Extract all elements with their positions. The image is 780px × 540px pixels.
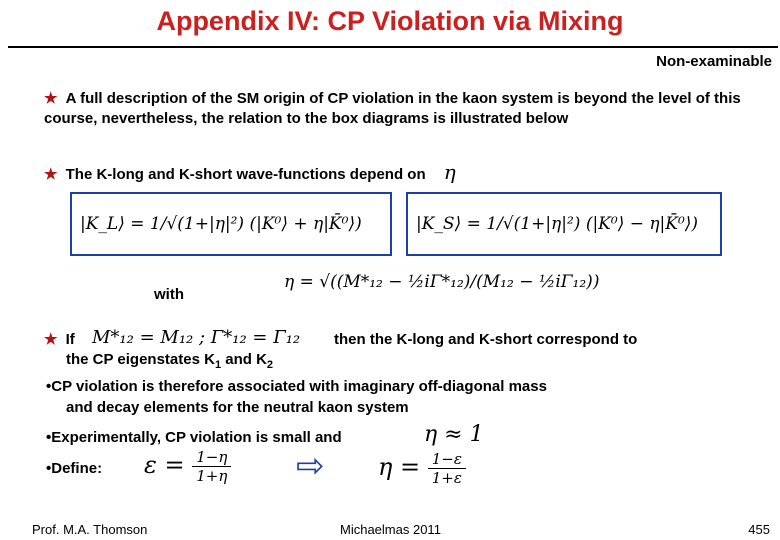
eta-denominator: 1+ε <box>428 468 466 487</box>
k1-subscript: 1 <box>214 359 222 371</box>
star-bullet-icon: ★ <box>44 331 58 348</box>
ks-equation-box <box>406 192 722 256</box>
cp-eigen-text: the CP eigenstates K <box>66 351 215 368</box>
star-bullet-icon: ★ <box>44 90 58 107</box>
cp-violation-line-1: •CP violation is therefore associated with imaginary off-diagonal mass <box>46 378 547 395</box>
if-label: If <box>65 331 75 348</box>
k2-subscript: 2 <box>266 359 274 371</box>
epsilon-numerator: 1−η <box>196 448 228 466</box>
eta-symbol: η <box>443 160 456 184</box>
cp-violation-line-2: and decay elements for the neutral kaon system <box>66 399 409 416</box>
bullet-1-text: A full description of the SM origin of CP violation in the kaon system is beyond the level of this course, nevertheless, the relation to the box diagrams is illustrated below <box>44 90 741 127</box>
non-examinable-tag: Non-examinable <box>656 53 772 70</box>
footer-term: Michaelmas 2011 <box>340 522 441 537</box>
cp-eigenstates-line <box>66 350 273 375</box>
then-text: then the K-long and K-short correspond to <box>334 331 638 348</box>
epsilon-denominator: 1+η <box>192 466 231 485</box>
cp-eigen-and: and K <box>221 351 267 368</box>
bullet-1 <box>44 89 744 129</box>
eta-lhs: η = <box>378 453 421 481</box>
define-label: •Define: <box>46 460 103 477</box>
if-bullet <box>44 330 75 350</box>
footer-page-number: 455 <box>748 522 770 537</box>
kl-equation: |K_L⟩ = 1/√(1+|η|²) (|K⁰⟩ + η|K̄⁰⟩) <box>80 214 362 234</box>
implies-arrow-icon: ⇨ <box>296 447 325 485</box>
bullet-2 <box>44 162 456 185</box>
kl-equation-box <box>70 192 392 256</box>
star-bullet-icon: ★ <box>44 166 58 183</box>
epsilon-definition-equation <box>144 448 231 485</box>
with-label: with <box>154 286 184 303</box>
ks-equation: |K_S⟩ = 1/√(1+|η|²) (|K⁰⟩ − η|K̄⁰⟩) <box>416 214 699 234</box>
hermitian-condition-equation: M*₁₂ = M₁₂ ; Γ*₁₂ = Γ₁₂ <box>92 327 301 348</box>
epsilon-lhs: ε = <box>144 451 185 479</box>
eta-from-epsilon-equation <box>378 450 466 487</box>
experimental-text: •Experimentally, CP violation is small and <box>46 429 342 446</box>
eta-approx-one-equation: η ≈ 1 <box>424 422 484 447</box>
eta-numerator: 1−ε <box>431 450 462 468</box>
eta-definition-equation: η = √((M*₁₂ − ½iΓ*₁₂)/(M₁₂ − ½iΓ₁₂)) <box>284 272 600 292</box>
page-title: Appendix IV: CP Violation via Mixing <box>156 6 624 36</box>
bullet-2-text: The K-long and K-short wave-functions depend on <box>65 166 426 183</box>
footer-author: Prof. M.A. Thomson <box>32 522 148 537</box>
epsilon-fraction <box>192 448 231 485</box>
title-divider <box>8 46 778 48</box>
eta-fraction <box>428 450 466 487</box>
